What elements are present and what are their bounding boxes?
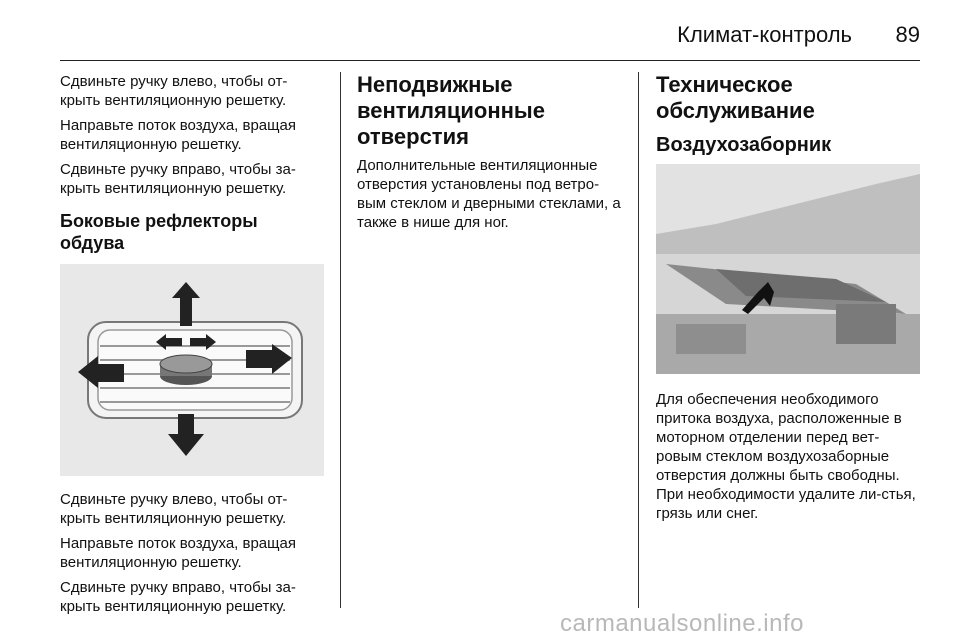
section-heading: Техническое обслуживание <box>656 72 815 123</box>
column-right <box>656 72 922 529</box>
page-number: 89 <box>895 22 920 47</box>
section-title: Климат-контроль <box>677 22 852 47</box>
section-heading: Боковые рефлекторы обдува <box>60 211 258 253</box>
page-header <box>60 0 920 61</box>
paragraph: Сдвиньте ручку вправо, чтобы за-крыть вентиляционную решетку. <box>60 161 296 197</box>
air-intake-photo <box>656 164 920 374</box>
paragraph: Направьте поток воздуха, вращая вентиляционную решетку. <box>60 535 296 571</box>
paragraph: Дополнительные вентиляционные отверстия установлены под ветро-вым стеклом и дверными стеклами, а также в нише для ног. <box>357 157 621 231</box>
column-left <box>60 72 326 622</box>
paragraph: Сдвиньте ручку влево, чтобы от-крыть вентиляционную решетку. <box>60 73 288 109</box>
paragraph: Для обеспечения необходимого притока воздуха, расположенные в моторном отделении перед вет-ровым стеклом воздухозаборные отверстия должны быть свободны. При необходимости удалите ли-стья, грязь или снег. <box>656 391 916 522</box>
column-divider <box>638 72 639 608</box>
subsection-heading: Воздухозаборник <box>656 134 832 156</box>
column-middle <box>357 72 623 238</box>
side-vent-illustration <box>60 264 324 476</box>
column-divider <box>340 72 341 608</box>
paragraph: Направьте поток воздуха, вращая вентиляционную решетку. <box>60 117 296 153</box>
paragraph: Сдвиньте ручку влево, чтобы от-крыть вентиляционную решетку. <box>60 491 288 527</box>
paragraph: Сдвиньте ручку вправо, чтобы за-крыть вентиляционную решетку. <box>60 579 296 615</box>
section-heading: Неподвижные вентиляционные отверстия <box>357 72 545 149</box>
watermark-text: carmanualsonline.info <box>560 610 804 637</box>
